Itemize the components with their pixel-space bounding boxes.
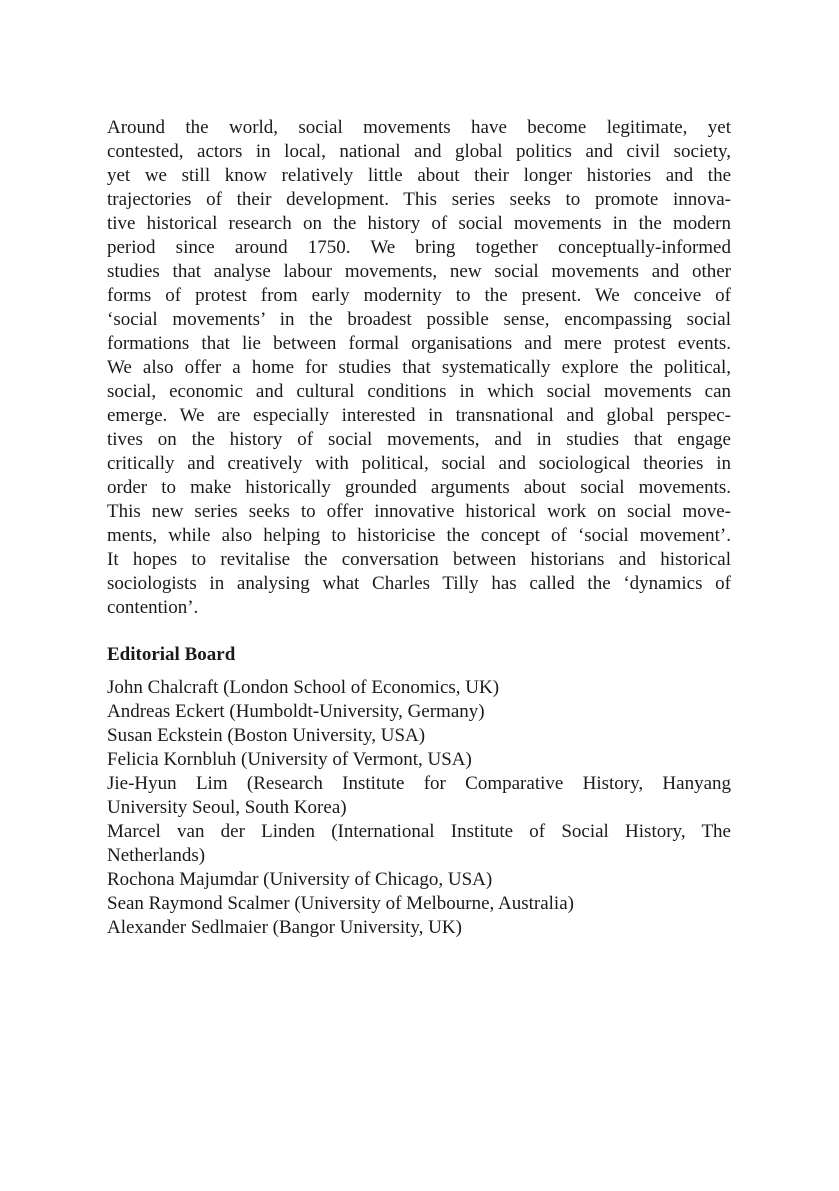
paragraph-line: We also offer a home for studies that systematically explore the political,: [107, 357, 731, 378]
paragraph-line: studies that analyse labour movements, new social movements and other: [107, 261, 731, 282]
paragraph-line: social, economic and cultural conditions in which social movements can: [107, 381, 731, 402]
paragraph-line: order to make historically grounded arguments about social movements.: [107, 477, 731, 498]
paragraph-line: This new series seeks to offer innovative historical work on social move-: [107, 501, 731, 522]
board-member-line: Felicia Kornbluh (University of Vermont, USA): [107, 749, 472, 770]
paragraph-line: trajectories of their development. This series seeks to promote innova-: [107, 189, 731, 210]
editorial-board-heading: Editorial Board: [107, 644, 236, 665]
paragraph-line: contested, actors in local, national and global politics and civil society,: [107, 141, 731, 162]
document-page: [107, 116, 731, 940]
board-member-line: Netherlands): [107, 845, 206, 866]
board-member-line: University Seoul, South Korea): [107, 797, 347, 818]
board-member-line: Sean Raymond Scalmer (University of Melbourne, Australia): [107, 893, 574, 914]
board-member-line: Alexander Sedlmaier (Bangor University, UK): [107, 917, 462, 938]
paragraph-line: Around the world, social movements have become legitimate, yet: [107, 117, 731, 138]
paragraph-line: forms of protest from early modernity to the present. We conceive of: [107, 285, 731, 306]
board-member-line: Rochona Majumdar (University of Chicago, USA): [107, 869, 493, 890]
paragraph-line: contention’.: [107, 597, 199, 618]
paragraph-line: ments, while also helping to historicise the concept of ‘social movement’.: [107, 525, 731, 546]
paragraph-line: sociologists in analysing what Charles Tilly has called the ‘dynamics of: [107, 573, 731, 594]
board-member-line: John Chalcraft (London School of Economics, UK): [107, 677, 500, 698]
paragraph-line: yet we still know relatively little about their longer histories and the: [107, 165, 731, 186]
paragraph-line: ‘social movements’ in the broadest possible sense, encompassing social: [107, 309, 731, 330]
paragraph-line: It hopes to revitalise the conversation between historians and historical: [107, 549, 731, 570]
board-member-line: Susan Eckstein (Boston University, USA): [107, 725, 426, 746]
paragraph-line: tives on the history of social movements, and in studies that engage: [107, 429, 731, 450]
paragraph-line: emerge. We are especially interested in transnational and global perspec-: [107, 405, 731, 426]
paragraph-line: period since around 1750. We bring together conceptually-informed: [107, 237, 731, 258]
paragraph-line: critically and creatively with political, social and sociological theories in: [107, 453, 731, 474]
paragraph-line: formations that lie between formal organisations and mere protest events.: [107, 333, 731, 354]
series-description: [107, 116, 731, 620]
editorial-board-list: [107, 676, 731, 940]
board-member-line: Marcel van der Linden (International Institute of Social History, The: [107, 821, 731, 842]
board-member-line: Andreas Eckert (Humboldt-University, Germany): [107, 701, 485, 722]
paragraph-line: tive historical research on the history of social movements in the modern: [107, 213, 731, 234]
board-member-line: Jie-Hyun Lim (Research Institute for Comparative History, Hanyang: [107, 773, 731, 794]
